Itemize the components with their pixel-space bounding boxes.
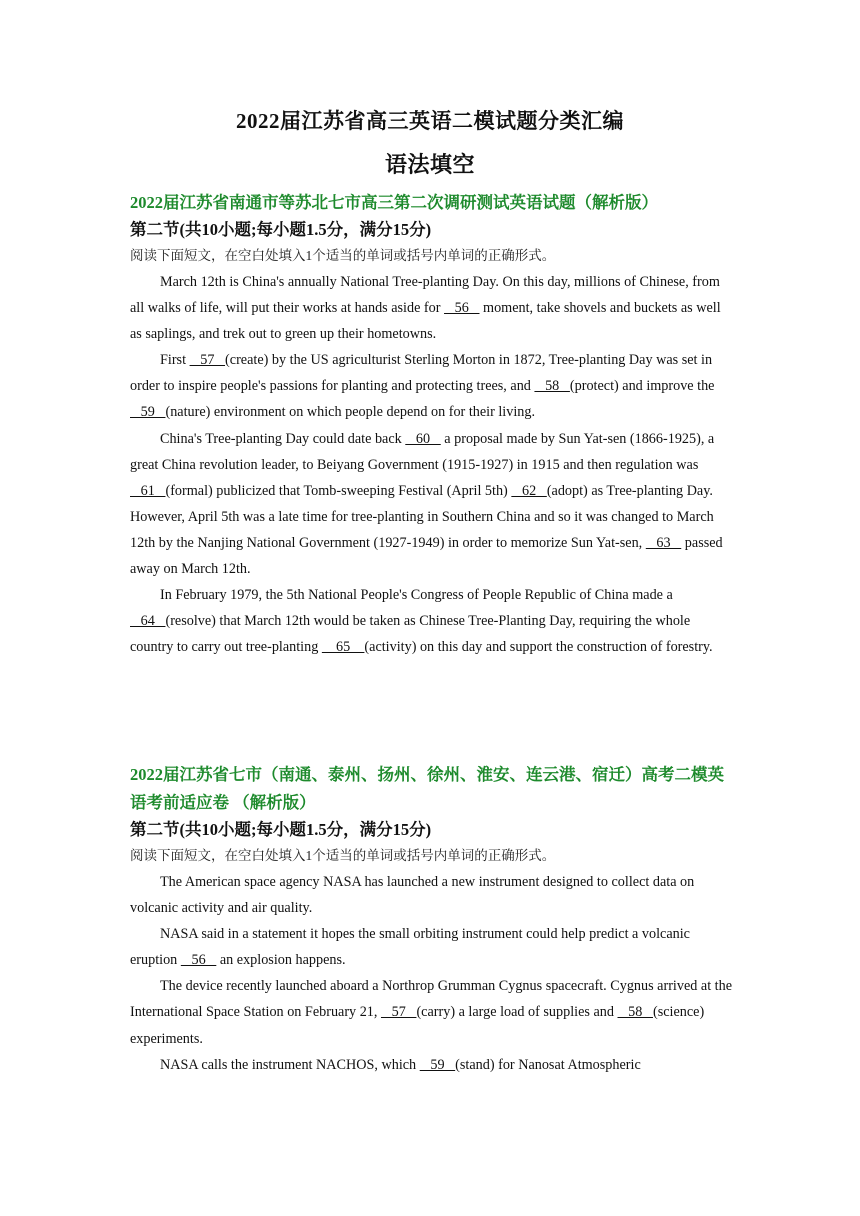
blank-65: 65 — [321, 639, 365, 656]
passage-paragraph: First 57 (create) by the US agriculturist Sterling Morton in 1872, Tree-planting Day was set in order to inspire people's passions for planting and protecting trees, and 58 (protect) and improve the 59 (nature) environment on which people depend on for their living. — [130, 352, 715, 421]
blank-56: 56 — [444, 300, 480, 317]
blank-60: 60 — [405, 430, 441, 447]
passage-paragraph: March 12th is China's annually National Tree-planting Day. On this day, millions of Chinese, from all walks of life, will put their works at hands aside for 56 moment, take shovels and buckets as well as saplings, and trek out to green up their hometowns. — [130, 274, 721, 343]
passage-paragraph: China's Tree-planting Day could date back 60 a proposal made by Sun Yat-sen (1866-1925), a great China revolution leader, to Beiyang Government (1915-1927) in 1915 and then regulation was 61 (formal) publicized that Tomb-sweeping Festival (April 5th) 62 (adopt) as Tree-planting Day. However, April 5th was a late time for tree-planting in Southern China and so it was changed to March 12th by the Nanjing National Government (1927-1949) in order to memorize Sun Yat-sen, 63 passed away on March 12th. — [130, 430, 723, 578]
blank-62: 62 — [511, 482, 547, 499]
passage — [130, 869, 734, 1078]
document-subtitle: 语法填空 — [384, 152, 475, 177]
source-heading: 2022届江苏省南通市等苏北七市高三第二次调研测试英语试题（解析版） — [130, 193, 658, 212]
passage-paragraph: The American space agency NASA has launched a new instrument designed to collect data on volcanic activity and air quality. — [130, 874, 695, 917]
passage-paragraph: In February 1979, the 5th National People's Congress of People Republic of China made a 64 (resolve) that March 12th would be taken as Chinese Tree-Planting Day, requiring the whole country to carry out tree-planting 65 (activity) on this day and support the construction of forestry. — [130, 587, 713, 656]
blank-58: 58 — [617, 1004, 653, 1021]
part-heading: 第二节(共10小题;每小题1.5分，满分15分) — [130, 820, 432, 839]
passage-paragraph: NASA said in a statement it hopes the small orbiting instrument could help predict a volcanic eruption 56 an explosion happens. — [130, 926, 690, 969]
blank-58: 58 — [534, 378, 570, 395]
exercise-section-2 — [130, 761, 734, 1078]
blank-57: 57 — [380, 1004, 417, 1021]
blank-64: 64 — [130, 613, 166, 630]
passage-paragraph: The device recently launched aboard a Northrop Grumman Cygnus spacecraft. Cygnus arrived at the International Space Station on February 21, 57 (carry) a large load of supplies and 58 (science) experiments. — [130, 978, 733, 1047]
passage-paragraph: NASA calls the instrument NACHOS, which 59 (stand) for Nanosat Atmospheric — [160, 1056, 641, 1073]
blank-57: 57 — [189, 352, 226, 369]
blank-61: 61 — [130, 482, 166, 499]
passage — [130, 269, 734, 660]
blank-59: 59 — [419, 1056, 456, 1073]
blank-56: 56 — [180, 952, 217, 969]
blank-63: 63 — [645, 534, 682, 551]
instruction-text: 阅读下面短文，在空白处填入1个适当的单词或括号内单词的正确形式。 — [130, 848, 556, 863]
instruction-text: 阅读下面短文，在空白处填入1个适当的单词或括号内单词的正确形式。 — [130, 248, 556, 263]
blank-59: 59 — [130, 404, 166, 421]
document-title: 2022届江苏省高三英语二模试题分类汇编 — [236, 109, 624, 133]
source-heading: 2022届江苏省七市（南通、泰州、扬州、徐州、淮安、连云港、宿迁）高考二模英语考前适应卷 （解析版） — [130, 765, 724, 812]
exercise-section-1 — [130, 189, 734, 660]
part-heading: 第二节(共10小题;每小题1.5分，满分15分) — [130, 220, 432, 239]
